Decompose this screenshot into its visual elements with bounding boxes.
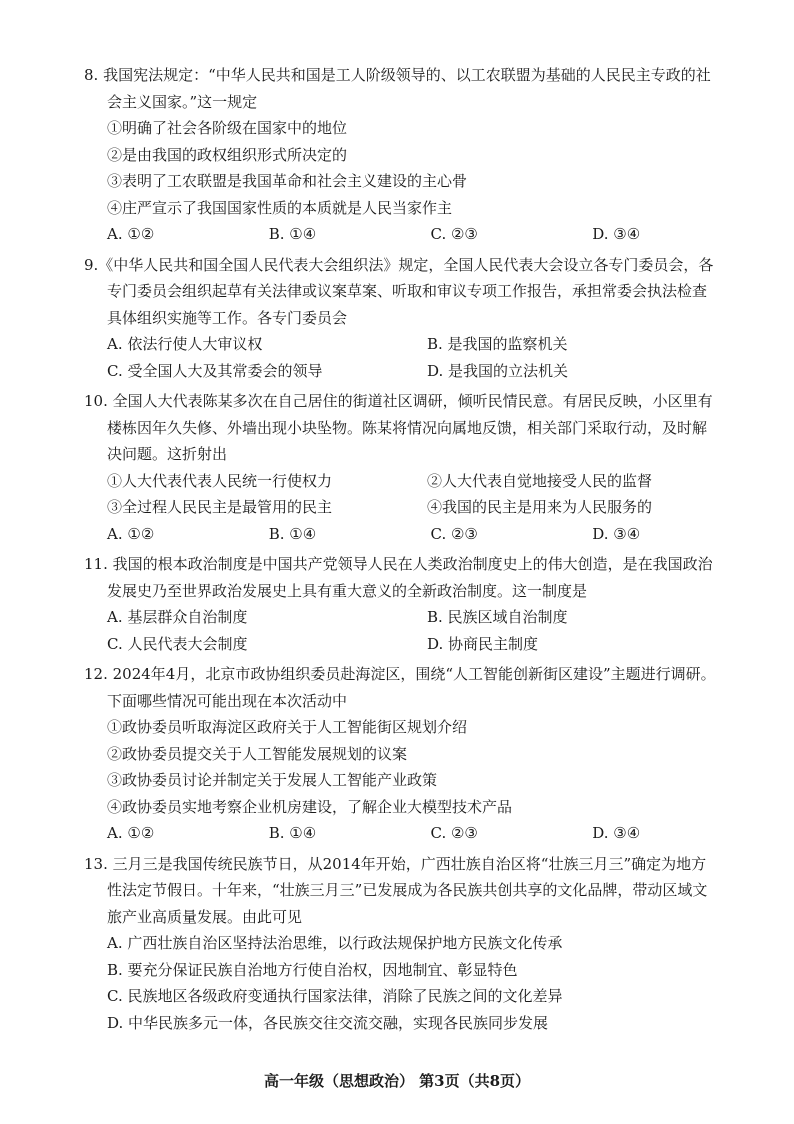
question-stem-line: 11. 我国的根本政治制度是中国共产党领导人民在人类政治制度史上的伟大创造，是在我国政治	[84, 555, 713, 573]
option-b: B. ①④	[268, 225, 317, 243]
statement-row	[84, 494, 754, 521]
statement-4: ④庄严宣示了我国国家性质的本质就是人民当家作主	[107, 198, 453, 217]
question-12	[84, 661, 754, 847]
question-stem-line: 决问题。这折射出	[107, 445, 228, 463]
question-stem-line: 性法定节假日。十年来，“壮族三月三”已发展成为各民族共创共享的文化品牌，带动区域文	[107, 881, 708, 899]
option-a: A. ①②	[107, 824, 155, 842]
question-11	[84, 551, 754, 657]
answer-options-row	[84, 358, 754, 385]
statement-2: ②政协委员提交关于人工智能发展规划的议案	[107, 744, 408, 763]
option-d: D. 协商民主制度	[427, 634, 539, 653]
question-stem-line: 8. 我国宪法规定：“中华人民共和国是工人阶级领导的、以工农联盟为基础的人民民主专政的社	[84, 66, 711, 84]
option-a: A. ①②	[107, 225, 155, 243]
option-d: D. 是我国的立法机关	[427, 361, 569, 380]
question-stem-line: 具体组织实施等工作。各专门委员会	[107, 308, 348, 327]
question-stem-line: 12. 2024年4月，北京市政协组织委员赴海淀区，围绕“人工智能创新街区建设”主题进行调研。	[84, 665, 716, 683]
answer-options-row	[84, 604, 754, 631]
page-footer: 高一年级（思想政治） 第3页（共8页）	[263, 1072, 531, 1090]
question-8	[84, 62, 754, 248]
option-c: C. 人民代表大会制度	[107, 634, 248, 653]
option-d: D. ③④	[592, 225, 641, 243]
option-d: D. ③④	[592, 524, 641, 543]
option-c: C. ②③	[430, 824, 478, 842]
option-c: C. ②③	[430, 225, 478, 243]
option-a: A. ①②	[107, 524, 155, 543]
question-stem-line: 会主义国家。”这一规定	[107, 92, 258, 111]
statement-3: ③政协委员讨论并制定关于发展人工智能产业政策	[107, 771, 438, 789]
option-c: C. 民族地区各级政府变通执行国家法律，消除了民族之间的文化差异	[107, 987, 563, 1005]
question-10	[84, 388, 754, 547]
answer-options-row	[84, 631, 754, 658]
statement-2: ②是由我国的政权组织形式所决定的	[107, 145, 348, 164]
answer-options	[84, 221, 754, 248]
statement-row	[84, 468, 754, 495]
statement-1: ①人大代表代表人民统一行使权力	[107, 471, 333, 490]
option-d: D. 中华民族多元一体，各民族交往交流交融，实现各民族同步发展	[107, 1013, 549, 1032]
option-d: D. ③④	[592, 824, 641, 842]
question-stem-line: 下面哪些情况可能出现在本次活动中	[107, 691, 348, 710]
option-b: B. 要充分保证民族自治地方行使自治权，因地制宜、彰显特色	[107, 960, 518, 979]
answer-options	[84, 820, 754, 847]
question-13	[84, 851, 754, 1037]
option-c: C. ②③	[430, 524, 478, 543]
question-stem-line: 10. 全国人大代表陈某多次在自己居住的街道社区调研，倾听民情民意。有居民反映，小区里有	[84, 392, 713, 410]
answer-options	[84, 521, 754, 548]
option-a: A. 依法行使人大审议权	[107, 335, 263, 353]
answer-options-row	[84, 331, 754, 358]
question-stem-line: 专门委员会组织起草有关法律或议案草案、听取和审议专项工作报告，承担常委会执法检查	[107, 282, 708, 300]
statement-4: ④政协委员实地考察企业机房建设，了解企业大模型技术产品	[107, 797, 513, 816]
question-stem-line: 发展史乃至世界政治发展史上具有重大意义的全新政治制度。这一制度是	[107, 581, 588, 600]
statement-1: ①政协委员听取海淀区政府关于人工智能街区规划介绍	[107, 718, 468, 736]
option-b: B. 民族区域自治制度	[427, 608, 568, 626]
option-a: A. 基层群众自治制度	[107, 608, 248, 626]
statement-3: ③全过程人民民主是最管用的民主	[107, 498, 333, 516]
statement-1: ①明确了社会各阶级在国家中的地位	[107, 119, 348, 137]
option-b: B. 是我国的监察机关	[427, 335, 568, 353]
question-stem-line: 旅产业高质量发展。由此可见	[107, 907, 303, 926]
question-stem-line: 楼栋因年久失修、外墙出现小块坠物。陈某将情况向属地反馈，相关部门采取行动，及时解	[107, 418, 708, 437]
option-a: A. 广西壮族自治区坚持法治思维，以行政法规保护地方民族文化传承	[107, 934, 563, 952]
option-b: B. ①④	[268, 824, 317, 842]
question-9	[84, 252, 754, 385]
statement-4: ④我国的民主是用来为人民服务的	[427, 498, 653, 516]
question-stem-line: 9.《中华人民共和国全国人民代表大会组织法》规定，全国人民代表大会设立各专门委员会，各	[84, 255, 714, 274]
question-stem-line: 13. 三月三是我国传统民族节日，从2014年开始，广西壮族自治区将“壮族三月三”确定为地方	[84, 854, 707, 873]
statement-2: ②人大代表自觉地接受人民的监督	[427, 471, 653, 490]
option-b: B. ①④	[268, 524, 317, 543]
statement-3: ③表明了工农联盟是我国革命和社会主义建设的主心骨	[107, 172, 468, 190]
option-c: C. 受全国人大及其常委会的领导	[107, 361, 323, 380]
